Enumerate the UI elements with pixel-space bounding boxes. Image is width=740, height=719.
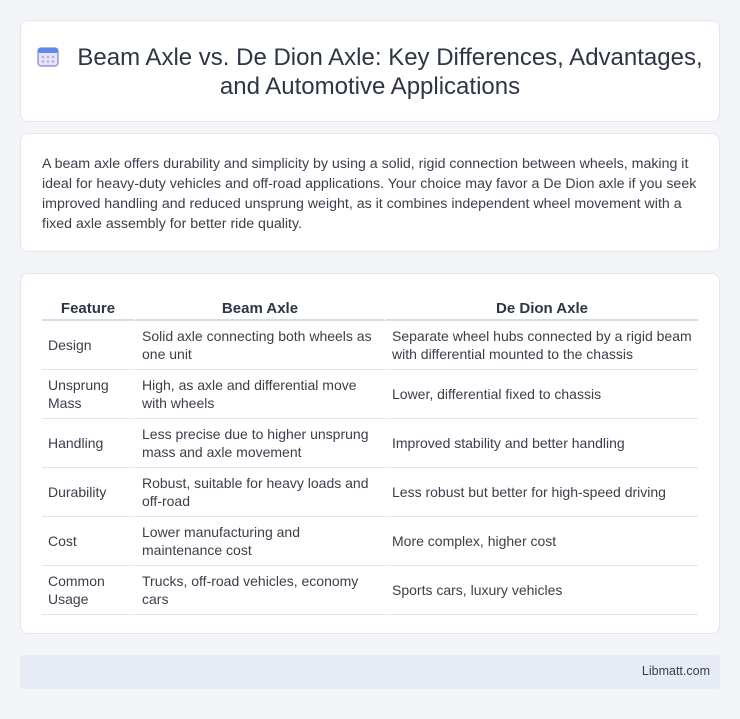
- footer-site-link[interactable]: Libmatt.com: [641, 664, 710, 678]
- cell-beam-axle: Less precise due to higher unsprung mass and axle movement: [134, 419, 384, 468]
- footer: [20, 655, 720, 689]
- cell-de-dion-axle: Separate wheel hubs connected by a rigid beam with differential mounted to the chassis: [384, 321, 698, 370]
- table-header-row: [42, 295, 698, 321]
- cell-beam-axle: Robust, suitable for heavy loads and off-road: [134, 468, 384, 517]
- cell-feature: Durability: [42, 468, 134, 517]
- header-de-dion-axle: De Dion Axle: [384, 295, 698, 321]
- cell-feature: Unsprung Mass: [42, 370, 134, 419]
- table-row: [42, 321, 698, 370]
- cell-feature: Handling: [42, 419, 134, 468]
- cell-de-dion-axle: Lower, differential fixed to chassis: [384, 370, 698, 419]
- table-row: [42, 468, 698, 517]
- cell-de-dion-axle: Sports cars, luxury vehicles: [384, 566, 698, 615]
- cell-feature: Cost: [42, 517, 134, 566]
- cell-de-dion-axle: More complex, higher cost: [384, 517, 698, 566]
- table-row: [42, 566, 698, 615]
- table-row: [42, 419, 698, 468]
- cell-feature: Design: [42, 321, 134, 370]
- comparison-table: [42, 295, 698, 615]
- intro-paragraph: A beam axle offers durability and simplicity by using a solid, rigid connection between wheels, making it ideal for heavy-duty vehicles and off-road applications. Your choice may favor a De Dion axle if you seek improved handling and reduced unsprung weight, as it combines independent wheel movement with a fixed axle assembly for better ride quality.: [42, 156, 697, 232]
- title-card: [20, 20, 720, 122]
- table-row: [42, 517, 698, 566]
- cell-beam-axle: Trucks, off-road vehicles, economy cars: [134, 566, 384, 615]
- calendar-icon: [37, 45, 59, 67]
- cell-feature: Common Usage: [42, 566, 134, 615]
- page-title-text: Beam Axle vs. De Dion Axle: Key Differences, Advantages, and Automotive Applications: [77, 44, 703, 100]
- cell-beam-axle: Lower manufacturing and maintenance cost: [134, 517, 384, 566]
- page-title: [21, 43, 719, 101]
- header-beam-axle: Beam Axle: [134, 295, 384, 321]
- table-row: [42, 370, 698, 419]
- header-feature: Feature: [42, 295, 134, 321]
- intro-card: [20, 133, 720, 252]
- comparison-table-card: [20, 273, 720, 634]
- cell-beam-axle: High, as axle and differential move with wheels: [134, 370, 384, 419]
- cell-beam-axle: Solid axle connecting both wheels as one unit: [134, 321, 384, 370]
- cell-de-dion-axle: Improved stability and better handling: [384, 419, 698, 468]
- cell-de-dion-axle: Less robust but better for high-speed driving: [384, 468, 698, 517]
